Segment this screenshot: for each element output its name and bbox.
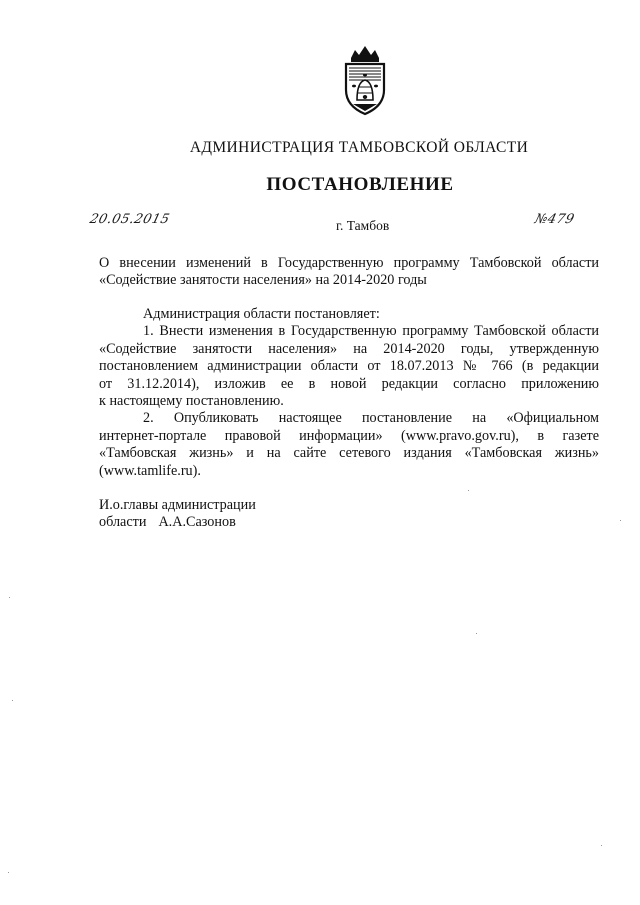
paragraph-line: постановлением администрации области от 18.07.2013 № 766 (в редакции	[99, 358, 599, 375]
scan-speck	[476, 633, 477, 634]
paragraph-line: (www.tamlife.ru).	[99, 462, 201, 479]
signatory-region: области	[99, 514, 147, 531]
paragraph-line: от 31.12.2014), изложив ее в новой редакции согласно приложению	[99, 375, 599, 392]
organization-title: АДМИНИСТРАЦИЯ ТАМБОВСКОЙ ОБЛАСТИ	[189, 139, 529, 156]
paragraph-line: интернет-портале правовой информации» (www.pravo.gov.ru), в газете	[99, 427, 599, 444]
scan-speck	[8, 872, 9, 873]
signatory-line	[99, 514, 256, 531]
subject-block	[99, 255, 599, 290]
decree-intro: Администрация области постановляет:	[143, 306, 380, 322]
coat-of-arms-icon	[341, 44, 389, 116]
scan-speck	[620, 520, 621, 521]
paragraph-line: 1. Внести изменения в Государственную программу Тамбовской области	[143, 323, 599, 340]
signatory-name: А.А.Сазонов	[158, 514, 236, 531]
subject-line: «Содействие занятости населения» на 2014-2020 годы	[99, 272, 427, 289]
scan-speck	[601, 845, 602, 846]
paragraph-line: «Содействие занятости населения» на 2014-2020 годы, утвержденную	[99, 340, 599, 357]
handwritten-date: 20.05.2015	[88, 212, 172, 227]
signatory-title: И.о.главы администрации	[99, 497, 256, 513]
handwritten-document-number: №479	[533, 212, 576, 227]
paragraph-line: «Тамбовская жизнь» и на сайте сетевого издания «Тамбовская жизнь»	[99, 445, 599, 462]
document-type-heading: ПОСТАНОВЛЕНИЕ	[266, 174, 454, 195]
scan-speck	[12, 700, 13, 701]
signature-block	[99, 497, 256, 532]
subject-line: О внесении изменений в Государственную программу Тамбовской области	[99, 255, 599, 271]
scan-speck	[468, 490, 469, 491]
scan-speck	[9, 597, 10, 598]
decree-body	[99, 306, 599, 480]
paragraph-line: к настоящему постановлению.	[99, 393, 284, 410]
city-label: г. Тамбов	[336, 218, 390, 233]
paragraph-line: 2. Опубликовать настоящее постановление на «Официальном	[143, 410, 599, 427]
